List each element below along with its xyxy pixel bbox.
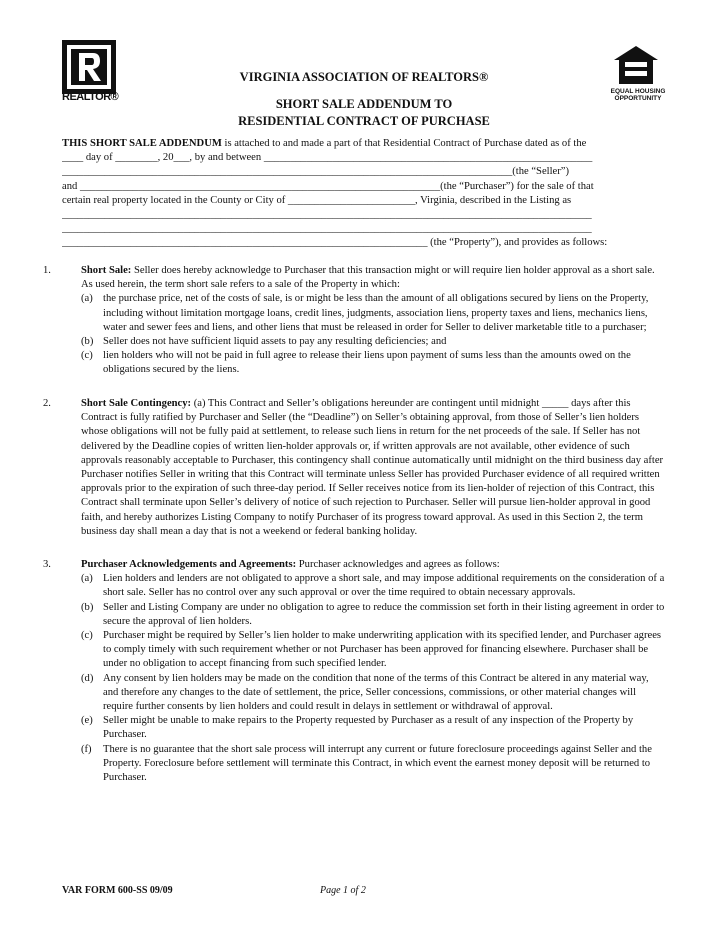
intro-line-8: _____________________________________________________________________ (the “Property”), and provides as follows:: [62, 237, 608, 249]
page-number: Page 1 of 2: [320, 885, 366, 896]
item-text: lien holders who will not be paid in full agree to release their liens upon payment of sums less than the amounts owed on the obligations secured by the liens.: [103, 350, 631, 376]
list-item: [62, 572, 666, 600]
list-item: [62, 601, 666, 629]
realtor-logo-text: REALTOR®: [62, 91, 119, 103]
item-label: (d): [81, 672, 94, 684]
item-label: (f): [81, 743, 92, 755]
section-short-sale-contingency: [43, 397, 666, 539]
section-short-sale: [43, 264, 666, 378]
item-label: (e): [81, 715, 93, 727]
document-title-line2: RESIDENTIAL CONTRACT OF PURCHASE: [238, 114, 490, 128]
form-number: VAR FORM 600-SS 09/09: [62, 885, 173, 896]
section-title: Purchaser Acknowledgements and Agreements:: [81, 559, 297, 570]
item-text: There is no guarantee that the short sale process will interrupt any current or future foreclosure proceedings against Seller and the Property. Foreclosure before settlement will terminate this Contract, in which event the earnest money deposit will be returned to Purchaser.: [103, 743, 652, 784]
equal-housing-text: EQUAL HOUSING OPPORTUNITY: [610, 88, 666, 102]
item-text: Seller and Listing Company are under no obligation to agree to reduce the commission set forth in their listing agreement in order to secure the approval of lien holders.: [103, 601, 665, 627]
item-label: (c): [81, 350, 93, 362]
intro-line-3: _____________________________________________________________________________________(the “Seller”): [62, 166, 569, 178]
list-item: [62, 335, 666, 349]
organization-title: VIRGINIA ASSOCIATION OF REALTORS®: [239, 70, 489, 84]
section-text: Seller does hereby acknowledge to Purchaser that this transaction might or will require lien holder approval as a short sale. As used herein, the term short sale refers to a sale of the Property in which:: [81, 265, 655, 291]
realtor-logo-icon: [62, 40, 116, 94]
item-label: (a): [81, 573, 93, 585]
item-text: the purchase price, net of the costs of sale, is or might be less than the amount of all obligations secured by liens on the Property, including without limitation mortgage loans, credit lines, judgments, association liens, property taxes and liens, mechanics liens, water and sewer fees and liens, and other liens that must be released in order for Seller to deliver marketable title to a purchaser;: [103, 293, 649, 333]
item-text: Purchaser might be required by Seller’s lien holder to make underwriting application with its specified lender, and Purchaser agrees to comply timely with such requirement whether or not Purchaser has been approved for financing elsewhere. Purchaser shall be under no obligation to accept financing from such specified lender.: [103, 630, 662, 670]
item-label: (b): [81, 336, 94, 348]
section-purchaser-acknowledgements: [43, 558, 666, 785]
intro-line-7: ____________________________________________________________________________________________________: [62, 223, 592, 235]
intro-line-2: ____ day of ________, 20___, by and between ______________________________________________________________: [62, 152, 593, 164]
list-item: [62, 349, 666, 377]
intro-lead: THIS SHORT SALE ADDENDUM: [62, 138, 222, 149]
list-item: [62, 629, 666, 672]
section-text: Purchaser acknowledges and agrees as follows:: [296, 559, 500, 570]
intro-line-4: and ____________________________________________________________________(the “Purchaser”) for the sale of that: [62, 180, 594, 192]
section-title: Short Sale:: [81, 265, 132, 276]
section-text: (a) This Contract and Seller’s obligations hereunder are contingent until midnight _____ days after this Contract is fully ratified by Purchaser and Seller (the “Deadline”) on Seller’s obtaining approval, from those of Seller’s lien holders whose obligations will not be fully paid at settlement, to release such liens in return for the net proceeds of the sale. If Seller has not delivered by the Deadline copies of written lien-holder approvals or, if written approvals are not available, other evidence of such approvals reasonably acceptable to Purchaser, this contingency shall continue automatically until midnight on the third business day after Purchaser notifies Seller in writing that this Contract will terminate unless Seller has provided Purchaser evidence of all required written approvals prior to the expiration of such three-day period. If Seller receives notice from its lien-holder of rejection of this Contract, this Contract shall terminate upon Seller’s delivery of notice of such rejection to Purchaser. Seller will pursue lien-holder approval in good faith, and hereby authorizes Listing Company to notify Purchaser of its progress toward approval. As used in this Section 2, the term business day shall mean a day that is not a weekend or federal banking holiday.: [81, 398, 664, 537]
list-item: [62, 743, 666, 786]
section-number: 3.: [43, 559, 51, 570]
item-text: Seller might be unable to make repairs to the Property requested by Purchaser as a result of any inspection of the Property by Purchaser.: [103, 715, 634, 741]
section-number: 2.: [43, 398, 51, 409]
item-label: (a): [81, 293, 93, 305]
section-number: 1.: [43, 265, 51, 276]
section-title: Short Sale Contingency:: [81, 398, 192, 409]
list-item: [62, 672, 666, 715]
list-item: [62, 292, 666, 335]
item-text: Lien holders and lenders are not obligated to approve a short sale, and may impose additional requirements on the consideration of a short sale. Seller has no control over any such approval or over the time required to obtain necessary approvals.: [103, 573, 665, 599]
intro-line-6: ____________________________________________________________________________________________________: [62, 209, 592, 221]
list-item: [62, 714, 666, 742]
intro-paragraph: [62, 137, 666, 251]
intro-line-5: certain real property located in the County or City of ________________________, Virginia, described in the Listing as: [62, 194, 572, 206]
intro-line-1: is attached to and made a part of that Residential Contract of Purchase dated as of the: [221, 138, 587, 149]
item-label: (b): [81, 601, 94, 613]
document-title-line1: SHORT SALE ADDENDUM TO: [275, 97, 453, 111]
item-text: Any consent by lien holders may be made on the condition that none of the terms of this Contract be altered in any material way, and therefore any changes to the date of settlement, the price, Seller concessions, commissions, or other material changes will require further consents by lien holders and could result in delays in settlement or withdrawal of approval.: [103, 672, 649, 713]
item-text: Seller does not have sufficient liquid assets to pay any resulting deficiencies; and: [103, 336, 447, 348]
item-label: (c): [81, 630, 93, 642]
